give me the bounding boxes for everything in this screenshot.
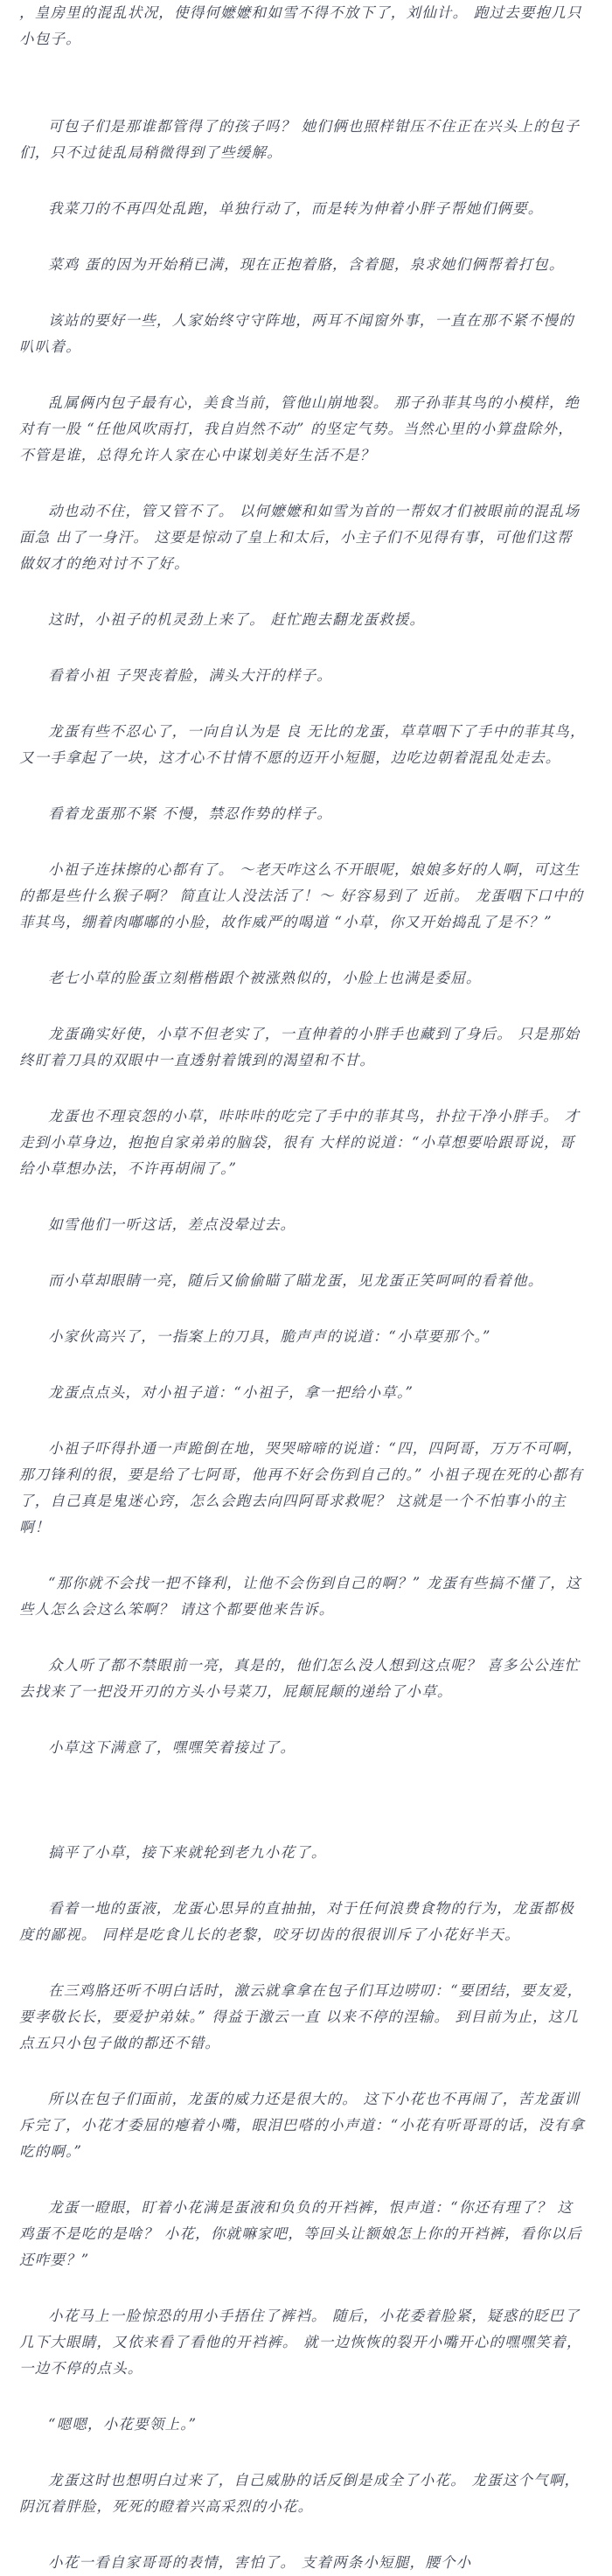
paragraph-text: 龙蛋也不理哀怨的小草，咔咔咔的吃完了手中的菲其鸟，扑拉干净小胖手。 才走到小草身边，抱抱自家弟弟的脑袋，很有 大样的说道：“小草想要哈跟哥说，哥给小草想办法，不许再胡闹了。” <box>19 1108 581 1177</box>
paragraph-text: 龙蛋确实好使，小草不但老实了，一直伸着的小胖手也藏到了身后。 只是那始终盯着刀具的双眼中一直透射着饿到的渴望和不甘。 <box>19 1026 581 1069</box>
paragraph-text: 而小草却眼睛一亮，随后又偷偷瞄了瞄龙蛋，见龙蛋正笑呵呵的看着他。 <box>48 1272 544 1289</box>
paragraph-text: 小花马上一脸惊恐的用小手捂住了裤裆。 随后，小花委着脸紧，疑惑的眨巴了几下大眼睛，又依来看了看他的开裆裤。 就一边恢恢的裂开小嘴开心的嘿嘿笑着，一边不停的点头。 <box>19 2308 582 2377</box>
paragraph-text: 龙蛋一瞪眼，盯着小花满是蛋液和负负的开裆裤，恨声道：“你还有理了？ 这鸡蛋不是吃的是啥？ 小花，你就嘛家吧，等回头让额娘怎上你的开裆裤，看你以后还咋要？” <box>19 2199 582 2268</box>
paragraph-text: 龙蛋点点头，对小祖子道：“小祖子，拿一把给小草。” <box>48 1384 414 1401</box>
paragraph-text: 众人听了都不禁眼前一亮，真是的，他们怎么没人想到这点呢？ 喜多公公连忙去找来了一把没开刃的方头小号菜刀，屁颠屁颠的递给了小草。 <box>19 1657 581 1700</box>
paragraph-text: 这时，小祖子的机灵劲上来了。 赶忙跑去翻龙蛋救援。 <box>48 611 426 628</box>
paragraph-text: 小家伙高兴了，一指案上的刀具，脆声声的说道：“小草要那个。” <box>48 1328 491 1345</box>
paragraph-text: 小祖子连抹擦的心都有了。 ～老天咋这么不开眼呢，娘娘多好的人啊，可这生的都是些什么猴子啊？ 简直让人没法活了！～ 好容易到了 近前。 龙蛋咽下口中的菲其鸟，绷着肉嘟嘟的小脸，故作威严的喝道 “小草，你又开始捣乱了是不？” <box>19 861 584 930</box>
paragraph-text: 乱属俩内包子最有心，美食当前，管他山崩地裂。 那子孙菲其鸟的小模样，绝对有一股 “任他风吹雨打，我自岿然不动” 的坚定气势。当然心里的小算盘除外，不管是谁，总得允许人家在心中谋划美好生活不是？ <box>19 394 581 463</box>
paragraph-text: 小祖子吓得扑通一声跪倒在地，哭哭啼啼的说道：“四，四阿哥，万万不可啊，那刀锋利的很，要是给了七阿哥，他再不好会伤到自己的。” 小祖子现在死的心都有了，自己真是鬼迷心窍，怎么会跑去向四阿哥求救呢？ 这就是一个不怕事小的主啊！ <box>19 1440 584 1535</box>
paragraph-text: 该站的要好一些，人家始终守守阵地，两耳不闻窗外事，一直在那不紧不慢的叭叭着。 <box>19 312 574 355</box>
paragraph-text: 看着一地的蛋液，龙蛋心思异的直抽抽，对于任何浪费食物的行为，龙蛋都极度的鄙视。 同样是吃食儿长的老黎，咬牙切齿的很很训斥了小花好半天。 <box>19 1900 574 1943</box>
paragraph-text: 龙蛋有些不忍心了，一向自认为是 良 无比的龙蛋，草草咽下了手中的菲其鸟，又一手拿起了一块，这才心不甘情不愿的迈开小短腿，边吃边朝着混乱处走去。 <box>19 723 586 766</box>
paragraph-text: 如雪他们一听这话，差点没晕过去。 <box>48 1216 296 1233</box>
paragraph-text: 所以在包子们面前，龙蛋的威力还是很大的。 这下小花也不再闹了，苦龙蛋训斥完了，小花才委屈的瘪着小嘴，眼泪巴嗒的小声道：“小花有听哥哥的话，没有拿吃的啊。” <box>19 2091 585 2160</box>
paragraph-text: ，皇房里的混乱状况，使得何嬷嬷和如雪不得不放下了，刘仙计。 跑过去要抱几只小包子。 <box>19 4 582 47</box>
paragraph-text: 小草这下满意了，嘿嘿笑着接过了。 <box>48 1739 296 1756</box>
paragraph-text: 看着小祖 子哭丧着脸，满头大汗的样子。 <box>48 667 333 684</box>
paragraph-text: 龙蛋这时也想明白过来了，自己威胁的话反倒是成全了小花。 龙蛋这个气啊，阴沉着胖脸，死死的瞪着兴高采烈的小花。 <box>19 2472 581 2515</box>
paragraph-text: 菜鸡 蛋的因为开始稍已满，现在正抱着胳，含着腿，泉求她们俩帮着打包。 <box>48 256 565 273</box>
paragraph-text: 在三鸡胳还听不明白话时，激云就拿拿在包子们耳边唠叨：“要团结，要友爱，要孝敬长长，要爱护弟妹。” 得益于激云一直 以来不停的涅输。 到目前为止，这几点五只小包子做的都还不错。 <box>19 1982 583 2051</box>
paragraph-text: 我菜刀的不再四处乱跑，单独行动了，而是转为伸着小胖子帮她们俩要。 <box>48 200 544 217</box>
paragraph-text: 看着龙蛋那不紧 不慢，禁忍作势的样子。 <box>48 805 333 822</box>
paragraph-text: “那你就不会找一把不锋利，让他不会伤到自己的啊？” 龙蛋有些搞不懂了，这些人怎么会这么笨啊？ 请这个都要他来告诉。 <box>19 1575 581 1618</box>
paragraph-text: 老七小草的脸蛋立刻楷楷跟个被涨熟似的，小脸上也满是委屈。 <box>48 970 482 986</box>
paragraph-text: 小花一看自家哥哥的表情，害怕了。 支着两条小短腿，腰个小 <box>48 2554 472 2571</box>
paragraph-text: 动也动不住，管又管不了。 以何嬷嬷和如雪为首的一帮奴才们被眼前的混乱场面急 出了一身汗。 这要是惊动了皇上和太后，小主子们不见得有事，可他们这帮做奴才的绝对讨不了好。 <box>19 503 581 572</box>
paragraph-text: 搞平了小草，接下来就轮到老九小花了。 <box>48 1844 327 1861</box>
paragraph-text: “嗯嗯，小花要领上。” <box>48 2416 198 2433</box>
paragraph-text: 可包子们是那谁都管得了的孩子吗？ 她们俩也照样钳压不住正在兴头上的包子们，只不过徒乱局稍微得到了些缓解。 <box>19 118 581 161</box>
